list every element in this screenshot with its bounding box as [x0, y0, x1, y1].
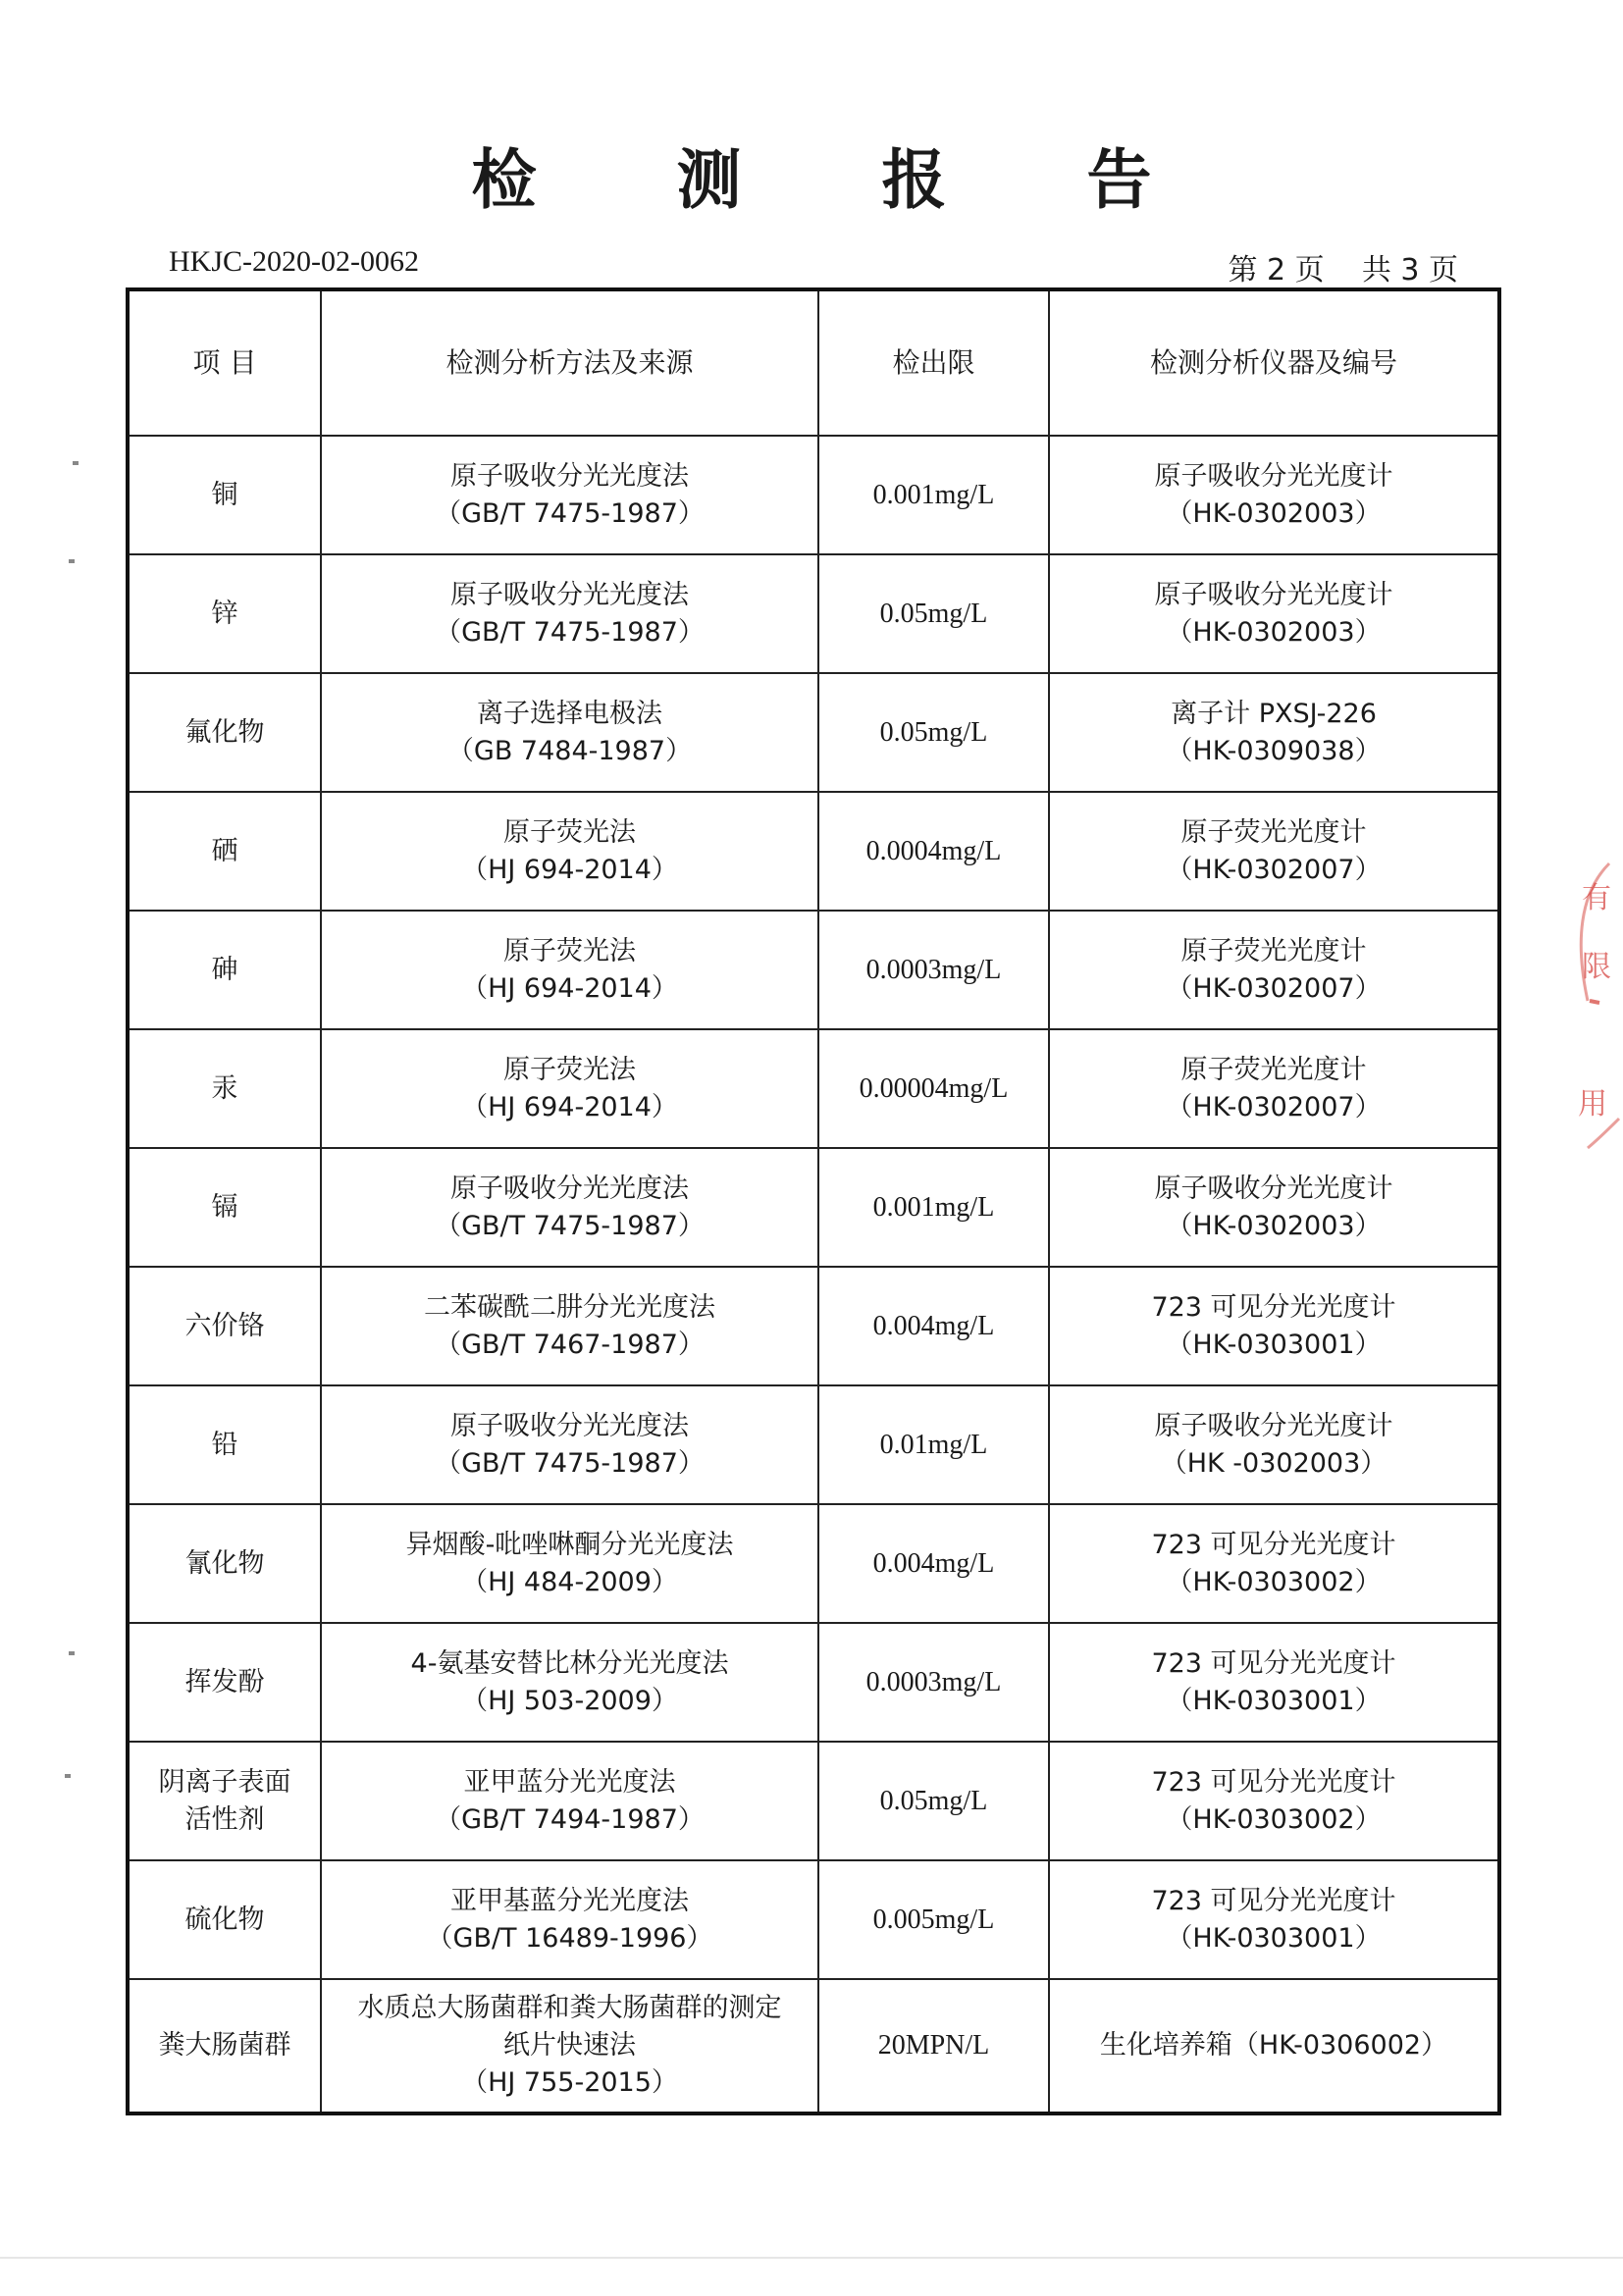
item-cell-line: 氰化物	[184, 1547, 265, 1579]
instrument-cell-line: 723 可见分光光度计	[1151, 1291, 1396, 1323]
method-cell-line: 亚甲蓝分光光度法	[463, 1766, 676, 1798]
item-cell-line: 铅	[211, 1429, 238, 1460]
page-total: 共 3 页	[1361, 253, 1458, 287]
limit-cell: 0.001mg/L	[818, 1148, 1049, 1267]
page-title: 检 测 报 告	[471, 141, 1211, 218]
instrument-cell-line: 原子吸收分光光度计	[1154, 460, 1393, 492]
item-cell-line: 粪大肠菌群	[158, 2030, 291, 2061]
item-cell	[128, 1148, 321, 1267]
instrument-cell	[1049, 673, 1499, 792]
method-cell-line: （HJ 694-2014）	[461, 1091, 678, 1122]
instrument-cell	[1049, 1742, 1499, 1860]
method-cell-line: 二苯碳酰二肼分光光度法	[424, 1291, 715, 1323]
method-cell-line: （GB/T 7475-1987）	[435, 1210, 705, 1241]
item-cell-line: 硫化物	[184, 1904, 265, 1935]
item-cell	[128, 554, 321, 673]
instrument-cell-line: 原子吸收分光光度计	[1154, 1410, 1393, 1441]
method-cell-line: 原子吸收分光光度法	[450, 460, 689, 492]
report-number: HKJC-2020-02-0062	[169, 245, 419, 278]
item-cell-line: 六价铬	[184, 1310, 265, 1341]
col-header-method: 检测分析方法及来源	[321, 289, 818, 436]
item-cell-line: 汞	[211, 1072, 238, 1104]
instrument-cell-line: （HK-0303001）	[1166, 1685, 1382, 1716]
table-row	[128, 1979, 1499, 2113]
item-cell-line: 砷	[211, 954, 238, 985]
table-body	[128, 436, 1499, 2113]
method-cell-line: 异烟酸-吡唑啉酮分光光度法	[405, 1529, 734, 1560]
seal-char: 有	[1582, 881, 1611, 915]
item-cell-line: 氟化物	[184, 716, 265, 748]
method-cell	[321, 673, 818, 792]
instrument-cell-line: 原子荧光光度计	[1180, 935, 1367, 966]
item-cell	[128, 792, 321, 911]
limit-cell: 0.0003mg/L	[818, 1623, 1049, 1742]
limit-cell: 0.05mg/L	[818, 1742, 1049, 1860]
limit-cell: 0.0003mg/L	[818, 911, 1049, 1029]
instrument-cell-line: 723 可见分光光度计	[1151, 1529, 1396, 1560]
item-cell-line: 活性剂	[184, 1803, 265, 1835]
instrument-cell-line: （HK-0303002）	[1166, 1803, 1382, 1835]
table-row	[128, 1267, 1499, 1385]
instrument-cell-line: （HK -0302003）	[1160, 1447, 1387, 1479]
item-cell	[128, 911, 321, 1029]
method-cell-line: 原子吸收分光光度法	[450, 579, 689, 610]
method-cell-line: 原子吸收分光光度法	[450, 1410, 689, 1441]
table-row	[128, 1742, 1499, 1860]
instrument-cell-line: （HK-0309038）	[1166, 735, 1382, 766]
instrument-cell-line: （HK-0302007）	[1166, 1091, 1382, 1122]
instrument-cell-line: 723 可见分光光度计	[1151, 1885, 1396, 1916]
table-row	[128, 911, 1499, 1029]
method-cell-line: （GB/T 16489-1996）	[426, 1922, 713, 1954]
item-cell	[128, 1267, 321, 1385]
instrument-cell-line: （HK-0302003）	[1166, 497, 1382, 529]
instrument-cell	[1049, 911, 1499, 1029]
limit-cell: 0.005mg/L	[818, 1860, 1049, 1979]
scan-speck	[73, 461, 79, 465]
method-cell	[321, 911, 818, 1029]
instrument-cell	[1049, 1860, 1499, 1979]
item-cell	[128, 436, 321, 554]
method-cell	[321, 1267, 818, 1385]
table-row	[128, 1504, 1499, 1623]
instrument-cell-line: 原子吸收分光光度计	[1154, 579, 1393, 610]
limit-cell: 0.004mg/L	[818, 1267, 1049, 1385]
instrument-cell	[1049, 1504, 1499, 1623]
instrument-cell	[1049, 792, 1499, 911]
instrument-cell-line: 原子荧光光度计	[1180, 1054, 1367, 1085]
instrument-cell	[1049, 1623, 1499, 1742]
table-row	[128, 792, 1499, 911]
instrument-cell-line: 723 可见分光光度计	[1151, 1647, 1396, 1679]
scan-speck	[69, 559, 75, 563]
page-current: 第 2 页	[1228, 253, 1325, 287]
item-cell-line: 铜	[211, 479, 238, 510]
scan-speck	[69, 1651, 75, 1655]
limit-cell: 0.05mg/L	[818, 673, 1049, 792]
seal-char: 用	[1578, 1087, 1607, 1122]
table-row	[128, 1623, 1499, 1742]
method-cell	[321, 1148, 818, 1267]
item-cell	[128, 1860, 321, 1979]
instrument-cell-line: 原子吸收分光光度计	[1154, 1173, 1393, 1204]
method-cell-line: 离子选择电极法	[477, 698, 662, 729]
instrument-cell-line: （HK-0303002）	[1166, 1566, 1382, 1597]
table-row	[128, 554, 1499, 673]
scan-speck	[65, 1774, 71, 1778]
limit-cell: 0.01mg/L	[818, 1385, 1049, 1504]
method-cell	[321, 1504, 818, 1623]
method-cell-line: （GB/T 7494-1987）	[435, 1803, 705, 1835]
item-cell-line: 镉	[211, 1191, 238, 1223]
table-header-row	[128, 289, 1499, 436]
method-cell-line: （HJ 484-2009）	[461, 1566, 678, 1597]
table-row	[128, 1860, 1499, 1979]
instrument-cell	[1049, 1385, 1499, 1504]
method-cell	[321, 1623, 818, 1742]
instrument-cell	[1049, 1029, 1499, 1148]
item-cell-line: 挥发酚	[184, 1666, 265, 1697]
method-cell-line: 亚甲基蓝分光光度法	[450, 1885, 689, 1916]
item-cell	[128, 1623, 321, 1742]
col-header-instrument: 检测分析仪器及编号	[1049, 289, 1499, 436]
instrument-cell	[1049, 1979, 1499, 2113]
limit-cell: 0.00004mg/L	[818, 1029, 1049, 1148]
table-row	[128, 436, 1499, 554]
limit-cell: 20MPN/L	[818, 1979, 1049, 2113]
limit-cell: 0.004mg/L	[818, 1504, 1049, 1623]
item-cell-line: 阴离子表面	[158, 1766, 291, 1798]
methods-table	[126, 287, 1501, 2115]
limit-cell: 0.05mg/L	[818, 554, 1049, 673]
instrument-cell-line: （HK-0303001）	[1166, 1329, 1382, 1360]
method-cell	[321, 1742, 818, 1860]
limit-cell: 0.0004mg/L	[818, 792, 1049, 911]
instrument-cell	[1049, 1267, 1499, 1385]
method-cell	[321, 792, 818, 911]
table-row	[128, 1029, 1499, 1148]
page-indicator	[1229, 245, 1459, 288]
table-row	[128, 1385, 1499, 1504]
instrument-cell	[1049, 436, 1499, 554]
item-cell	[128, 673, 321, 792]
table-row	[128, 673, 1499, 792]
instrument-cell-line: （HK-0303001）	[1166, 1922, 1382, 1954]
instrument-cell	[1049, 554, 1499, 673]
col-header-item: 项 目	[128, 289, 321, 436]
item-cell	[128, 1029, 321, 1148]
method-cell	[321, 1979, 818, 2113]
col-header-limit: 检出限	[818, 289, 1049, 436]
method-cell-line: （HJ 755-2015）	[461, 2067, 678, 2098]
method-cell	[321, 1385, 818, 1504]
scan-footer-edge	[0, 2257, 1623, 2259]
results-table-wrapper	[126, 287, 1497, 2115]
method-cell-line: 原子荧光法	[503, 1054, 636, 1085]
instrument-cell-line: 生化培养箱（HK-0306002）	[1099, 2030, 1448, 2061]
method-cell-line: 4-氨基安替比林分光光度法	[410, 1647, 729, 1679]
instrument-cell-line: 离子计 PXSJ-226	[1171, 698, 1377, 729]
method-cell-line: （HJ 503-2009）	[461, 1685, 678, 1716]
item-cell-line: 锌	[211, 598, 238, 629]
method-cell-line: 原子吸收分光光度法	[450, 1173, 689, 1204]
method-cell-line: （GB 7484-1987）	[446, 735, 693, 766]
item-cell	[128, 1979, 321, 2113]
method-cell-line: 原子荧光法	[503, 816, 636, 848]
method-cell	[321, 554, 818, 673]
item-cell	[128, 1385, 321, 1504]
method-cell-line: 水质总大肠菌群和粪大肠菌群的测定	[357, 1993, 782, 2023]
method-cell-line: （HJ 694-2014）	[461, 972, 678, 1004]
instrument-cell-line: （HK-0302003）	[1166, 616, 1382, 648]
instrument-cell	[1049, 1148, 1499, 1267]
instrument-cell-line: 723 可见分光光度计	[1151, 1766, 1396, 1798]
item-cell	[128, 1742, 321, 1860]
instrument-cell-line: 原子荧光光度计	[1180, 816, 1367, 848]
method-cell	[321, 1860, 818, 1979]
instrument-cell-line: （HK-0302007）	[1166, 854, 1382, 885]
method-cell-line: （GB/T 7475-1987）	[435, 1447, 705, 1479]
instrument-cell-line: （HK-0302007）	[1166, 972, 1382, 1004]
method-cell-line: 纸片快速法	[503, 2030, 636, 2061]
method-cell-line: （GB/T 7467-1987）	[435, 1329, 705, 1360]
method-cell-line: （GB/T 7475-1987）	[435, 497, 705, 529]
method-cell-line: 原子荧光法	[503, 935, 636, 966]
limit-cell: 0.001mg/L	[818, 436, 1049, 554]
seal-char: 限	[1582, 950, 1611, 984]
method-cell	[321, 1029, 818, 1148]
item-cell-line: 硒	[211, 835, 238, 866]
table-row	[128, 1148, 1499, 1267]
method-cell-line: （GB/T 7475-1987）	[435, 616, 705, 648]
item-cell	[128, 1504, 321, 1623]
method-cell	[321, 436, 818, 554]
method-cell-line: （HJ 694-2014）	[461, 854, 678, 885]
instrument-cell-line: （HK-0302003）	[1166, 1210, 1382, 1241]
